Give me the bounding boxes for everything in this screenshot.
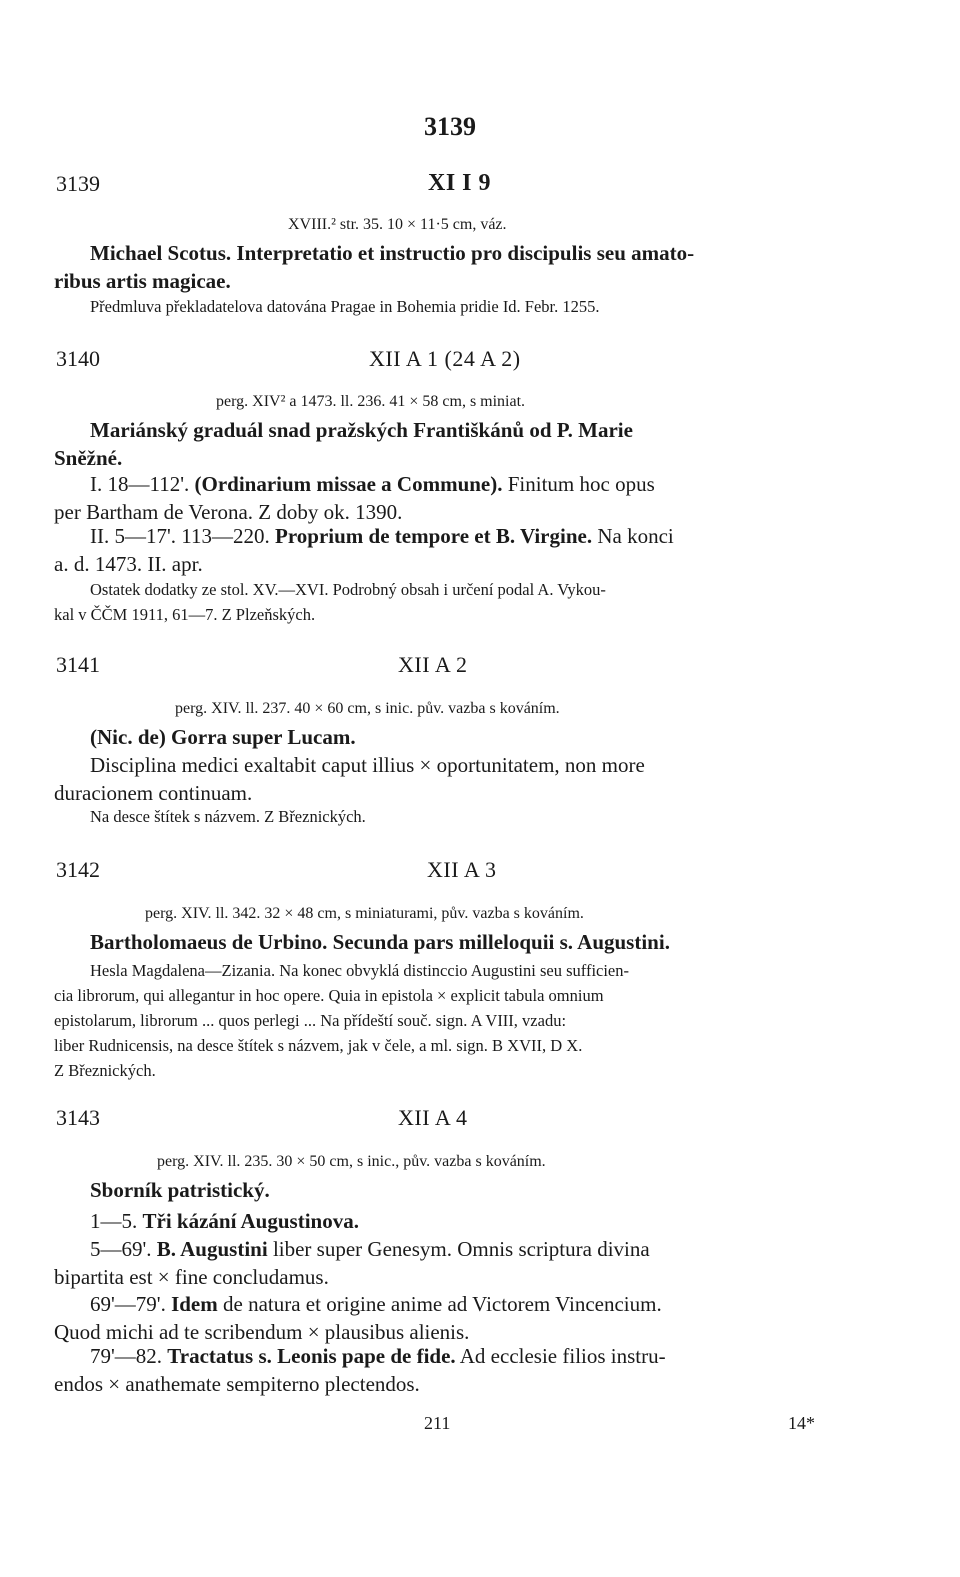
title-line: Mariánský graduál snad pražských Františkánů od P. Marie xyxy=(90,418,633,442)
item-text: de natura et origine anime ad Victorem Vincencium. xyxy=(217,1292,662,1316)
part-text: per Bartham de Verona. Z doby ok. 1390. xyxy=(54,500,403,524)
item-folios: 5—69'. xyxy=(90,1237,157,1261)
title-line: ribus artis magicae. xyxy=(54,269,231,293)
item-folios: 69'—79'. xyxy=(90,1292,172,1316)
incipit-text: duracionem continuam. xyxy=(54,781,253,805)
entry-title xyxy=(54,239,838,295)
entry-item xyxy=(54,1342,838,1398)
title-line: (Nic. de) Gorra super Lucam. xyxy=(90,725,356,749)
entry-signature: XII A 1 (24 A 2) xyxy=(369,346,521,371)
entry-title xyxy=(54,416,838,472)
note-text: kal v ČČM 1911, 61—7. Z Plzeňských. xyxy=(54,605,316,624)
item-title: B. Augustini xyxy=(156,1237,268,1261)
entry-title xyxy=(54,928,838,956)
entry-meta: perg. XIV² a 1473. ll. 236. 41 × 58 cm, s miniat. xyxy=(216,393,526,410)
title-line: Bartholomaeus de Urbino. Secunda pars milleloquii s. Augustini. xyxy=(90,930,670,954)
note-text: cia librorum, qui allegantur in hoc opere. Quia in epistola × explicit tabula omnium xyxy=(54,986,604,1005)
part-folios: I. 18—112'. xyxy=(90,472,195,496)
entry-signature: XII A 4 xyxy=(398,1105,468,1130)
entry-number: 3139 xyxy=(56,171,100,196)
entry-number: 3141 xyxy=(56,652,100,677)
note-text: Předmluva překladatelova datována Pragae in Bohemia pridie Id. Febr. 1255. xyxy=(90,297,600,316)
note-text: Hesla Magdalena—Zizania. Na konec obvyklá distinccio Augustini seu sufficien- xyxy=(90,961,630,980)
item-text: Ad ecclesie filios instru- xyxy=(455,1344,666,1368)
entry-number: 3143 xyxy=(56,1105,100,1130)
item-text: Quod michi ad te scribendum × plausibus alienis. xyxy=(54,1320,470,1344)
incipit-text: Disciplina medici exaltabit caput illius × oportunitatem, non more xyxy=(90,753,645,777)
item-title: Idem xyxy=(171,1292,218,1316)
entry-note xyxy=(54,577,838,627)
entry-note xyxy=(54,804,838,829)
entry-part xyxy=(54,522,838,578)
note-text: Z Březnických. xyxy=(54,1061,156,1080)
part-text: Finitum hoc opus xyxy=(502,472,655,496)
item-text: bipartita est × fine concludamus. xyxy=(54,1265,329,1289)
entry-signature: XII A 3 xyxy=(427,857,497,882)
entry-number: 3140 xyxy=(56,346,100,371)
part-title: (Ordinarium missae a Commune). xyxy=(194,472,503,496)
entry-part xyxy=(54,470,838,526)
note-text: Na desce štítek s názvem. Z Březnických. xyxy=(90,807,366,826)
part-folios: II. 5—17'. 113—220. xyxy=(90,524,275,548)
part-title: Proprium de tempore et B. Virgine. xyxy=(275,524,593,548)
entry-signature: XII A 2 xyxy=(398,652,468,677)
title-line: Michael Scotus. Interpretatio et instructio pro discipulis seu amato- xyxy=(90,241,695,265)
entry-text xyxy=(54,751,838,807)
item-text: liber super Genesym. Omnis scriptura divina xyxy=(267,1237,650,1261)
entry-title xyxy=(54,1176,838,1204)
entry-meta: XVIII.² str. 35. 10 × 11·5 cm, váz. xyxy=(288,216,507,233)
entry-number: 3142 xyxy=(56,857,100,882)
title-line: Sněžné. xyxy=(54,446,123,470)
entry-note xyxy=(54,294,838,319)
footer-signature-mark: 14* xyxy=(788,1413,815,1433)
part-text: Na konci xyxy=(592,524,674,548)
entry-meta: perg. XIV. ll. 237. 40 × 60 cm, s inic. pův. vazba s kováním. xyxy=(175,700,560,717)
entry-note xyxy=(54,958,838,1083)
part-text: a. d. 1473. II. apr. xyxy=(54,552,203,576)
entry-title xyxy=(54,723,838,751)
footer-page-number: 211 xyxy=(424,1413,451,1433)
entry-meta: perg. XIV. ll. 235. 30 × 50 cm, s inic., pův. vazba s kováním. xyxy=(157,1153,546,1170)
note-text: liber Rudnicensis, na desce štítek s názvem, jak v čele, a ml. sign. B XVII, D X. xyxy=(54,1036,583,1055)
entry-meta: perg. XIV. ll. 342. 32 × 48 cm, s miniaturami, pův. vazba s kováním. xyxy=(145,905,584,922)
item-text: endos × anathemate sempiterno plectendos. xyxy=(54,1372,420,1396)
entry-signature: XI I 9 xyxy=(428,170,492,196)
title-line: Sborník patristický. xyxy=(90,1178,270,1202)
item-folios: 1—5. xyxy=(90,1209,143,1233)
note-text: Ostatek dodatky ze stol. XV.—XVI. Podrobný obsah i určení podal A. Vykou- xyxy=(90,580,606,599)
item-folios: 79'—82. xyxy=(90,1344,168,1368)
entry-item xyxy=(54,1290,838,1346)
page-header-number: 3139 xyxy=(424,112,476,141)
item-title: Tři kázání Augustinova. xyxy=(142,1209,359,1233)
entry-item xyxy=(54,1207,838,1235)
item-title: Tractatus s. Leonis pape de fide. xyxy=(167,1344,456,1368)
note-text: epistolarum, librorum ... quos perlegi ... Na přídeští souč. sign. A VIII, vzadu: xyxy=(54,1011,567,1030)
entry-item xyxy=(54,1235,838,1291)
